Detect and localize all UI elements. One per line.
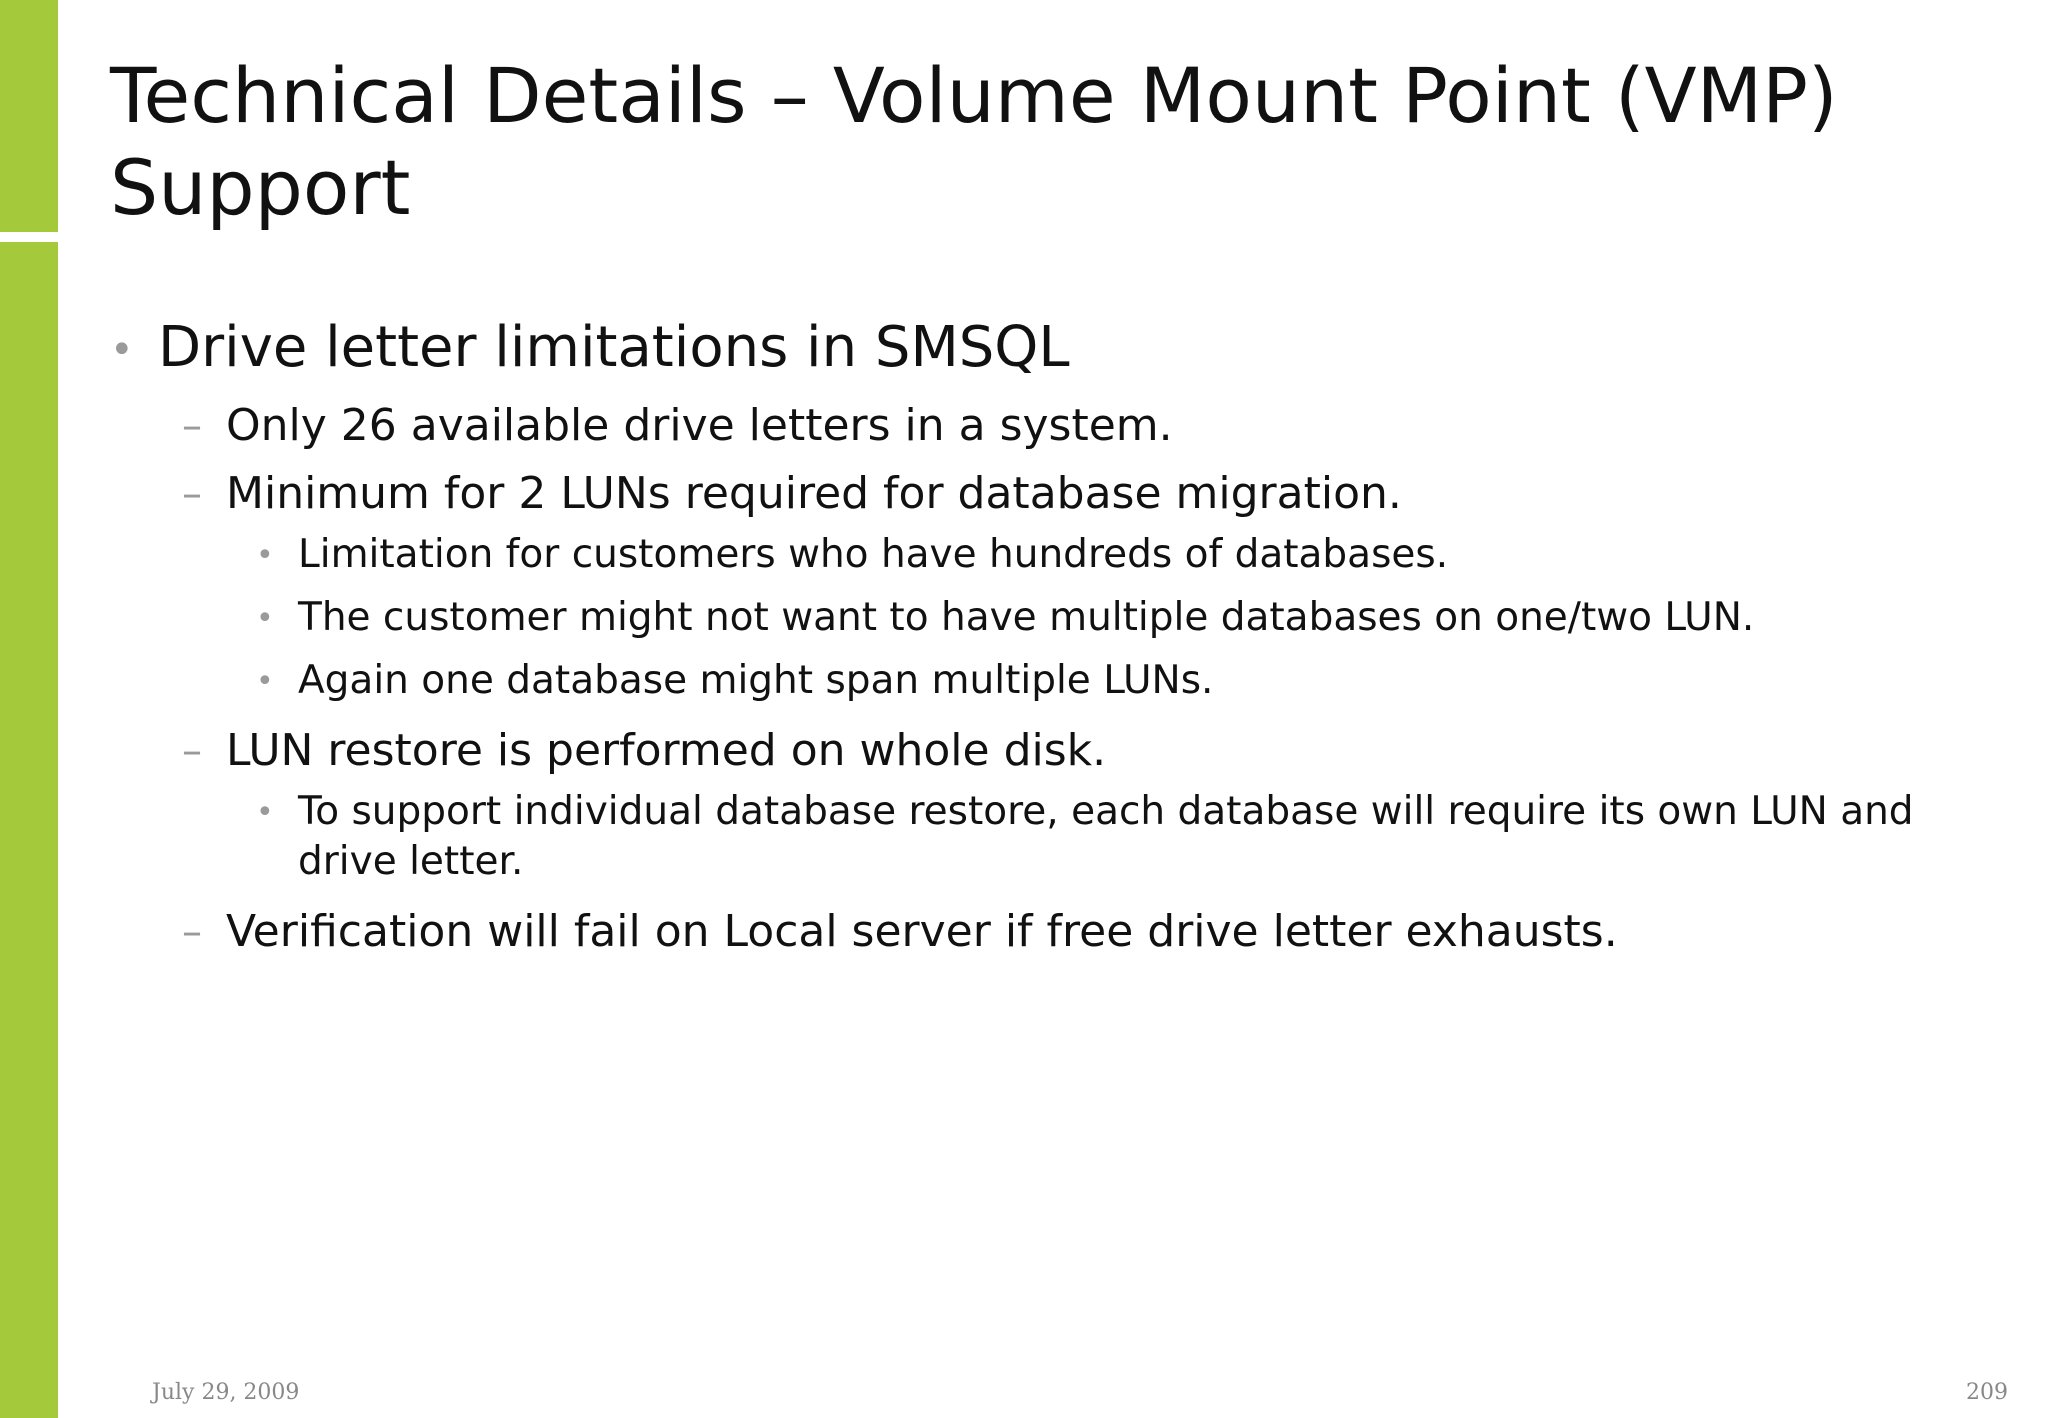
sub-bullet-minimum-luns (182, 462, 1990, 526)
sub-sub-bullet-text: The customer might not want to have multiple databases on one/two LUN. (298, 595, 1755, 640)
bullet-drive-letter-limitations (110, 312, 1990, 384)
slide-title: Technical Details – Volume Mount Point (VMP) Support (110, 51, 1838, 232)
sub-sub-bullet (256, 530, 1990, 580)
dash-icon: – (182, 728, 202, 774)
sub-sub-bullet (256, 593, 1990, 643)
bullet-dot-icon: • (256, 795, 274, 830)
sub-sub-bullet (256, 656, 1990, 706)
bullet-dot-icon: • (110, 327, 134, 373)
sub-bullet-26-drive-letters (182, 394, 1990, 458)
sub-sub-bullet (256, 787, 1990, 887)
bullet-dot-icon: • (256, 538, 274, 573)
bullet-text: Drive letter limitations in SMSQL (158, 315, 1070, 380)
sub-sub-bullet-text: Again one database might span multiple LUNs. (298, 658, 1214, 703)
accent-bar-bottom (0, 242, 58, 1418)
sub-bullet-text: Only 26 available drive letters in a system. (226, 400, 1173, 451)
sub-bullet-text: LUN restore is performed on whole disk. (226, 725, 1107, 776)
sub-bullet-verification (182, 900, 1990, 964)
bullet-dot-icon: • (256, 601, 274, 636)
footer-date: July 29, 2009 (152, 1380, 300, 1405)
dash-icon: – (182, 471, 202, 517)
page-number: 209 (1966, 1380, 2008, 1405)
bullet-dot-icon: • (256, 664, 274, 699)
sub-bullet-lun-restore (182, 719, 1990, 783)
accent-bar-top (0, 0, 58, 232)
dash-icon: – (182, 403, 202, 449)
sub-sub-bullet-text: Limitation for customers who have hundreds of databases. (298, 532, 1449, 577)
dash-icon: – (182, 909, 202, 955)
slide-content (110, 312, 1990, 968)
sub-sub-bullet-text: To support individual database restore, each database will require its own LUN and drive letter. (298, 789, 1914, 884)
sub-bullet-text: Verification will fail on Local server if free drive letter exhausts. (226, 906, 1618, 957)
sub-bullet-text: Minimum for 2 LUNs required for database migration. (226, 468, 1402, 519)
